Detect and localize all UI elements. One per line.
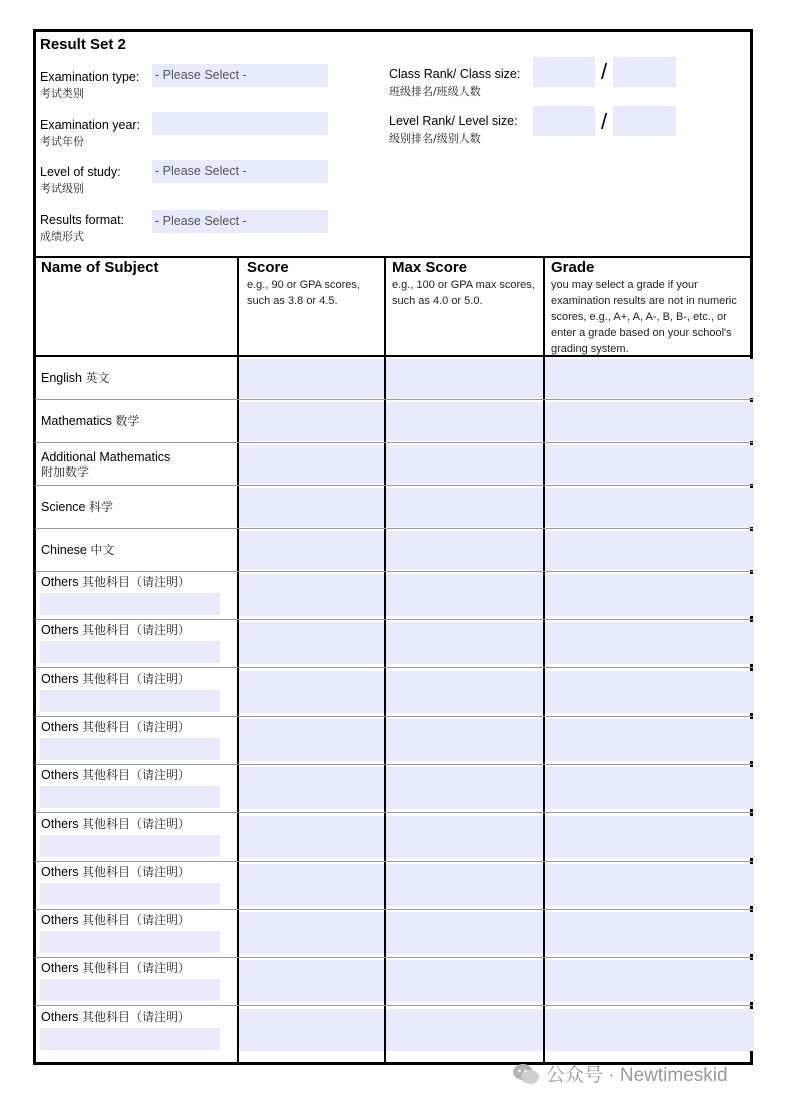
- watermark-text: 公众号 · Newtimeskid: [546, 1065, 728, 1086]
- grade-input[interactable]: [545, 359, 754, 398]
- header-grade: Grade: [551, 259, 595, 276]
- others-label: [41, 1010, 190, 1025]
- grade-input[interactable]: [545, 767, 754, 809]
- score-input[interactable]: [239, 531, 384, 570]
- grade-input[interactable]: [545, 912, 754, 954]
- subject-name-zh: 中文: [90, 543, 115, 557]
- row-separator: [35, 1005, 753, 1006]
- grade-input[interactable]: [545, 719, 754, 761]
- exam-type-label-zh: 考试类别: [40, 87, 84, 100]
- score-input[interactable]: [239, 864, 384, 906]
- subject-name-zh: 科学: [88, 500, 113, 514]
- others-label: [41, 720, 190, 735]
- other-subject-name-input[interactable]: [40, 593, 220, 615]
- grade-input[interactable]: [545, 531, 754, 570]
- row-separator: [35, 571, 753, 572]
- subject-name-zh: 其他科目（请注明）: [82, 672, 191, 686]
- subject-name: Others: [41, 575, 79, 589]
- score-input[interactable]: [239, 488, 384, 527]
- subject-label: [41, 543, 114, 558]
- subject-name-zh: 其他科目（请注明）: [82, 961, 191, 975]
- other-subject-name-input[interactable]: [40, 835, 220, 857]
- subject-name-zh: 其他科目（请注明）: [82, 817, 191, 831]
- header-score: Score: [247, 259, 289, 276]
- max-score-input[interactable]: [386, 622, 543, 664]
- max-score-input[interactable]: [386, 359, 543, 398]
- subject-name: Others: [41, 961, 79, 975]
- other-subject-name-input[interactable]: [40, 786, 220, 808]
- row-separator: [35, 667, 753, 668]
- other-subject-name-input[interactable]: [40, 931, 220, 953]
- max-score-input[interactable]: [386, 960, 543, 1002]
- others-label: [41, 672, 190, 687]
- subject-name: Chinese: [41, 543, 87, 557]
- subject-name-zh: 其他科目（请注明）: [82, 865, 191, 879]
- score-input[interactable]: [239, 767, 384, 809]
- class-size-input[interactable]: [613, 57, 676, 87]
- subject-label: [41, 500, 113, 515]
- score-input[interactable]: [239, 960, 384, 1002]
- score-input[interactable]: [239, 816, 384, 858]
- score-input[interactable]: [239, 1009, 384, 1051]
- subject-name: Additional Mathematics: [41, 450, 171, 464]
- header-grade-note: you may select a grade if your examination results are not in numeric scores, e.g., A+, A, A-, B, B-, etc., or enter a grade based on your school's grading system.: [551, 279, 737, 355]
- other-subject-name-input[interactable]: [40, 979, 220, 1001]
- row-separator: [35, 716, 753, 717]
- max-score-input[interactable]: [386, 1009, 543, 1051]
- subject-name-zh: 其他科目（请注明）: [82, 720, 191, 734]
- exam-year-label: Examination year:: [40, 118, 141, 132]
- class-rank-input[interactable]: [533, 57, 595, 87]
- table-top-line: [33, 256, 753, 258]
- row-separator: [35, 861, 753, 862]
- subject-name: Mathematics: [41, 414, 112, 428]
- level-of-study-label-zh: 考试级别: [40, 182, 84, 195]
- level-rank-separator: /: [601, 109, 608, 134]
- exam-type-label: Examination type:: [40, 70, 140, 84]
- subject-name-zh: 数学: [115, 414, 140, 428]
- score-input[interactable]: [239, 402, 384, 441]
- max-score-input[interactable]: [386, 531, 543, 570]
- subject-name: Others: [41, 768, 79, 782]
- subject-name: Others: [41, 1010, 79, 1024]
- score-input[interactable]: [239, 445, 384, 484]
- other-subject-name-input[interactable]: [40, 738, 220, 760]
- subject-name: Others: [41, 913, 79, 927]
- level-rank-input[interactable]: [533, 106, 595, 136]
- others-label: [41, 623, 190, 638]
- max-score-input[interactable]: [386, 912, 543, 954]
- subject-name: Science: [41, 500, 86, 514]
- header-subject: Name of Subject: [41, 259, 159, 276]
- others-label: [41, 817, 190, 832]
- score-input[interactable]: [239, 574, 384, 616]
- exam-year-input[interactable]: [152, 112, 328, 135]
- grade-input[interactable]: [545, 816, 754, 858]
- grade-input[interactable]: [545, 1009, 754, 1051]
- level-of-study-select[interactable]: - Please Select -: [152, 160, 328, 183]
- subject-name-zh: 其他科目（请注明）: [82, 623, 191, 637]
- max-score-input[interactable]: [386, 816, 543, 858]
- results-format-label-zh: 成绩形式: [40, 230, 84, 243]
- other-subject-name-input[interactable]: [40, 641, 220, 663]
- max-score-input[interactable]: [386, 671, 543, 713]
- max-score-input[interactable]: [386, 445, 543, 484]
- other-subject-name-input[interactable]: [40, 883, 220, 905]
- subject-name-zh: 其他科目（请注明）: [82, 575, 191, 589]
- grade-input[interactable]: [545, 671, 754, 713]
- level-of-study-label: Level of study:: [40, 165, 121, 179]
- max-score-input[interactable]: [386, 864, 543, 906]
- row-separator: [35, 764, 753, 765]
- class-rank-separator: /: [601, 59, 608, 84]
- score-input[interactable]: [239, 912, 384, 954]
- wechat-icon: [512, 1063, 540, 1085]
- row-separator: [35, 812, 753, 813]
- class-rank-label: Class Rank/ Class size:: [389, 67, 521, 81]
- max-score-input[interactable]: [386, 719, 543, 761]
- subject-name: Others: [41, 817, 79, 831]
- level-rank-label-zh: 级别排名/级别人数: [389, 132, 481, 145]
- level-size-input[interactable]: [613, 106, 676, 136]
- header-max-score-note: e.g., 100 or GPA max scores, such as 4.0 or 5.0.: [392, 279, 535, 307]
- score-input[interactable]: [239, 719, 384, 761]
- grade-input[interactable]: [545, 622, 754, 664]
- grade-input[interactable]: [545, 574, 754, 616]
- grade-input[interactable]: [545, 864, 754, 906]
- subject-name: Others: [41, 623, 79, 637]
- subject-name-zh: 其他科目（请注明）: [82, 768, 191, 782]
- subject-label: [41, 414, 139, 429]
- subject-name-zh: 其他科目（请注明）: [82, 913, 191, 927]
- other-subject-name-input[interactable]: [40, 1028, 220, 1050]
- results-format-select[interactable]: - Please Select -: [152, 210, 328, 233]
- subject-name-zh: 附加数学: [41, 465, 90, 479]
- section-title: Result Set 2: [40, 36, 126, 53]
- grade-input[interactable]: [545, 445, 754, 484]
- others-label: [41, 575, 190, 590]
- others-label: [41, 865, 190, 880]
- max-score-input[interactable]: [386, 767, 543, 809]
- score-input[interactable]: [239, 622, 384, 664]
- subject-name: Others: [41, 672, 79, 686]
- level-rank-label: Level Rank/ Level size:: [389, 114, 518, 128]
- subject-name-zh: 其他科目（请注明）: [82, 1010, 191, 1024]
- grade-input[interactable]: [545, 402, 754, 441]
- subject-name: English: [41, 371, 82, 385]
- max-score-input[interactable]: [386, 488, 543, 527]
- row-separator: [35, 619, 753, 620]
- others-label: [41, 913, 190, 928]
- max-score-input[interactable]: [386, 574, 543, 616]
- header-max-score: Max Score: [392, 259, 468, 276]
- other-subject-name-input[interactable]: [40, 690, 220, 712]
- grade-input[interactable]: [545, 960, 754, 1002]
- score-input[interactable]: [239, 359, 384, 398]
- max-score-input[interactable]: [386, 402, 543, 441]
- grade-input[interactable]: [545, 488, 754, 527]
- subject-name: Others: [41, 865, 79, 879]
- subject-name: Others: [41, 720, 79, 734]
- subject-name-zh: 英文: [85, 371, 110, 385]
- header-score-note: e.g., 90 or GPA scores, such as 3.8 or 4.5.: [247, 279, 360, 307]
- results-format-label: Results format:: [40, 213, 125, 227]
- row-separator: [35, 957, 753, 958]
- others-label: [41, 961, 190, 976]
- subject-label: [41, 371, 110, 386]
- exam-year-label-zh: 考试年份: [40, 135, 84, 148]
- score-input[interactable]: [239, 671, 384, 713]
- others-label: [41, 768, 190, 783]
- exam-type-select[interactable]: - Please Select -: [152, 64, 328, 87]
- class-rank-label-zh: 班级排名/班级人数: [389, 85, 481, 98]
- row-separator: [35, 909, 753, 910]
